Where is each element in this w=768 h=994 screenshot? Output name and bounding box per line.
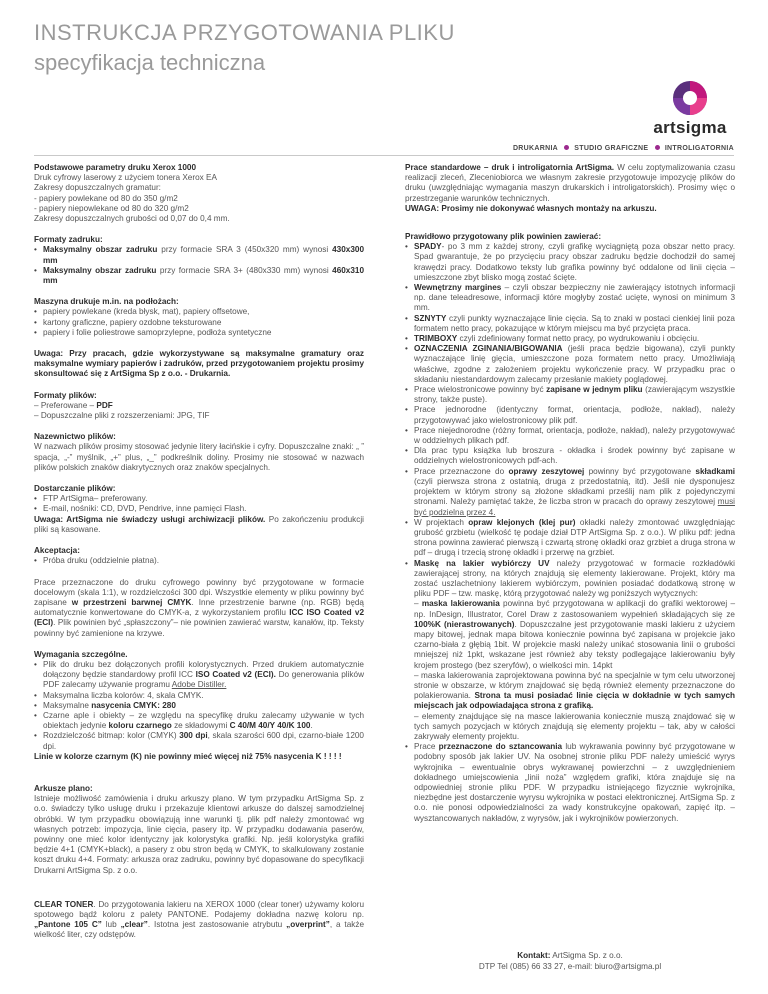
brand-tagline — [513, 145, 734, 152]
section-heading: Podstawowe parametry druku Xerox 1000 — [34, 163, 196, 172]
list-item: • W projektach opraw klejonych (klej pur) okładki należy zmontować uwzględniając grubość grzbietu (wielkość tę podaje dział DTP ArtSigma Sp. z o.o.). W pliku pdf: jedna strona powinna zawierać pierwszą i czwartą stronę okładki oraz grzbiet a druga strona w pdf – drugą i trzecią stronę okładki i przerwę na grzbiet. — [405, 518, 735, 559]
list-item: • Prace wielostronicowe powinny być zapisane w jednym pliku (zawierającym wszystkie strony, także puste). — [405, 385, 735, 405]
formats-section — [34, 235, 364, 286]
page-subtitle: specyfikacja techniczna — [34, 50, 266, 75]
artsigma-logo — [640, 78, 740, 140]
tagline-dot — [655, 145, 660, 150]
section-heading: Formaty plików: — [34, 390, 97, 400]
contact-footer — [405, 950, 735, 972]
param-line: - papiery powlekane od 80 do 350 g/m2 — [34, 193, 178, 203]
list-item: • Prace niejednorodne (różny format, orientacja, podłoże, nakład), należy przygotowywać w oddzielnych plikach pdf. — [405, 426, 735, 446]
list-item: • Maksymalna liczba kolorów: 4, skala CMYK. — [34, 691, 364, 701]
preferred-format: – Preferowane – PDF — [34, 400, 113, 410]
list-item: • Próba druku (oddzielnie płatna). — [34, 556, 364, 566]
section-heading: Akceptacja: — [34, 546, 80, 556]
list-item: • OZNACZENIA ZGINANIA/BIGOWANIA (jeśli praca będzie bigowana), czyli punkty wyznaczające linię gięcia, umieszczone poza formatem netto pracy. Umożliwiają właściwe, zgodne z założeniem projektu wykończenie pracy. W przypadku prac o składaniu niestandardowym zalecamy przesłanie makiety poglądowej. — [405, 344, 735, 385]
warning-text: Uwaga: Przy pracach, gdzie wykorzystywane są maksymalne gramatury oraz maksymalne wymiary papierów i zadruków, przed przygotowaniem projektu prosimy skonsultować się z ArtSigma Sp z o.o. - Drukarnia. — [34, 349, 364, 379]
page-title: INSTRUKCJA PRZYGOTOWANIA PLIKU — [34, 20, 455, 45]
prepress-section — [34, 578, 364, 639]
delivery-section — [34, 484, 364, 535]
warning-section — [34, 349, 364, 380]
mask-rule: – elementy znajdujące się na masce lakierowania koniecznie muszą znajdować się w tych samych pozycjach w których znajdują się elementy projektu – tak, aby w całości zakrywały elementy projektu. — [414, 711, 735, 741]
tagline-dot — [564, 145, 569, 150]
clear-toner-text: CLEAR TONER. Do przygotowania lakieru na XEROX 1000 (clear toner) używamy koloru spotowego bądź koloru z palety PANTONE. Podajemy dokładna nazwę koloru np. „Pantone 105 C” lub „clear”. Istotna jest zastosowanie atrybutu „overprint”, a także wielkość liter, czy odstępów. — [34, 899, 365, 940]
header-divider — [34, 155, 734, 156]
list-item: • Czarne aple i obiekty – ze względu na specyfikę druku zalecamy używanie w tych obiektach jedynie koloru czarnego ze składowymi C 40/M 40/Y 40/K 100. — [34, 711, 364, 731]
list-item: • kartony graficzne, papiery ozdobne teksturowane — [34, 318, 364, 328]
logo-mark-icon — [670, 78, 710, 116]
section-heading: Dostarczanie plików: — [34, 484, 116, 494]
section-heading: Nazewnictwo plików: — [34, 432, 116, 442]
param-line: Zakresy dopuszczalnych gramatur: — [34, 183, 161, 193]
accept-section — [34, 546, 364, 566]
mask-rule: – maska lakierowania powinna być przygotowana w aplikacji do grafiki wektorowej – np. InDesign, Illustrator, Corel Draw z zastosowaniem wypełnień składających się ze 100%K (nierastrowanych). Dopuszczalne jest przygotowanie maski lakieru z użyciem mapy bitowej, jednak mapa bitowa koniecznie powinna być zapisana w projekcie jako czarno-biała z głębią 1bit. W projekcie maski należy unikać stosowania linii o grubości mniejszej niż 1pkt, wskazane jest również aby teksty podlegające lakierowaniu były krojem prostego (bez szeryfów), o wielkości min. 14pkt — [414, 599, 735, 670]
file-rules-section — [405, 232, 735, 824]
mask-rule: – maska lakierowania zaprojektowana powinna być na specjalnie w tym celu utworzonej stronie w obszarze, w którym znajdować się będą również elementy przeznaczone do polakierowania. Strona ta musi posiadać linie cięcia w dokładnie w tych samych miejscach jak odpowiadająca strona z grafiką. — [414, 670, 736, 711]
intro-warning: UWAGA: Prosimy nie dokonywać własnych montaży na arkuszu. — [405, 203, 657, 213]
list-item: • SZNYTY czyli punkty wyznaczające linie cięcia. Są to znaki w postaci cienkiej linii poza formatem netto pracy, pokazujące w którym miejscu ma być przycięta praca. — [405, 314, 735, 334]
section-heading: Maszyna drukuje m.in. na podłożach: — [34, 297, 179, 307]
tagline-item: INTROLIGATORNIA — [664, 145, 734, 152]
list-item: • papiery powlekane (kreda błysk, mat), papiery offsetowe, — [34, 307, 364, 317]
requirements-section — [34, 650, 364, 762]
list-item: • Maksymalny obszar zadruku przy formacie SRA 3 (450x320 mm) wynosi 430x300 mm — [34, 245, 364, 265]
file-formats-section — [34, 391, 364, 422]
list-item: • E-mail, nośniki: CD, DVD, Pendrive, inne pamięci Flash. — [34, 504, 364, 514]
list-item: • SPADY- po 3 mm z każdej strony, czyli grafikę wyciągniętą poza obszar netto pracy. Spad gwarantuje, że po przycięciu pracy obszar zadruku będzie dochodził do samej krawędzi pracy. Dodatkowo teksty lub grafika powinny być oddalone od linii cięcia – umieszczone zbyt blisko mogą zostać ścięte. — [405, 242, 735, 283]
clear-toner-section — [34, 900, 364, 941]
section-heading: Wymagania szczególne. — [34, 649, 128, 659]
sheets-section — [34, 784, 364, 876]
list-item: • Rozdzielczość bitmap: kolor (CMYK) 300 dpi, skala szarości 600 dpi, czarno-białe 1200 dpi. — [34, 731, 364, 751]
list-item: • Prace przeznaczone do sztancowania lub wykrawania powinny być przygotowane w podobny sposób jak lakier UV. Na osobnej stronie pliku PDF należy umieścić wyrys wykrojnika – ewentualnie obrys wykrawanej powierzchni – z uwzględnieniem dokładnego umiejscowienia „linii noża” względem grafiki, która znajduje się na odpowiedniej stronie pliku PDF. W przypadku istniejącego fizycznie wykrojnika, niezbędne jest dostarczenie wyrysu wykrojnika w postaci elektronicznej. ArtSigma Sp. z o.o. nie ponosi odpowiedzialności za wady konstrukcyjne opakowań, zapięć itp. – wysztancowanych nakładów, z wyrysów, jak i wykrojników powierzonych. — [405, 742, 735, 824]
section-heading: Formaty zadruku: — [34, 235, 103, 245]
contact-line: Kontakt: ArtSigma Sp. z o.o. — [517, 951, 623, 960]
sheets-text: Istnieje możliwość zamówienia i druku arkuszy plano. W tym przypadku ArtSigma Sp. z o.o. świadczy tylko usługę druku i przekazuje klientowi arkusze do dalszej samodzielnej obróbki. W tym przypadku obowiązują inne warunki tj. plik pdf należy zmontować wg własnych potrzeb: impozycja, linie cięcia, pasery itp. W przypadku dodawania paserów, powinny one mieć kolor identyczny jak kolorystyka grafiki. Np. jeśli kolorystyka grafiki będzie 4+1 (CMYK+black), a pasery z obu stron będą w CMYK, to skalkulowany zostanie koszt druku 4+4. Formaty: arkusza oraz zadruku, powinny być dopasowane do specyfikacji Drukarni ArtSigma Sp. z o.o. — [34, 794, 364, 875]
section-heading: Prawidłowo przygotowany plik powinien zawierać: — [405, 232, 602, 242]
param-line: Druk cyfrowy laserowy z użyciem tonera Xerox EA — [34, 173, 217, 183]
list-item: • Prace jednorodne (identyczny format, orientacja, podłoże, nakład), należy przygotowywać jako wielostronicowy plik pdf. — [405, 405, 735, 425]
list-item: • FTP ArtSigma– preferowany. — [34, 494, 364, 504]
print-params-section — [34, 163, 364, 224]
section-heading: Arkusze plano: — [34, 783, 93, 793]
contact-details: DTP Tel (085) 66 33 27, e-mail: biuro@artsigma.pl — [478, 962, 662, 971]
param-line: Zakresy dopuszczalnych grubości od 0,07 do 0,4 mm. — [34, 214, 230, 224]
intro-text: Prace standardowe – druk i introligatornia ArtSigma. W celu zoptymalizowania czasu realizacji zleceń, Zleceniobiorca we własnym zakresie przygotowuje impozycję plików do druku (uwzględniając wymagania maszyn drukarskich i introligatorskich). Prosimy więc o przestrzeganie warunków technicznych. — [405, 163, 735, 203]
list-item: • Plik do druku bez dołączonych profili kolorystycznych. Przed drukiem automatycznie dołączony będzie standardowy profil ICC ISO Coated v2 (ECI). Do generowania plików PDF zalecamy używanie programu Adobe Distiller. — [34, 660, 364, 691]
list-item: • Maskę na lakier wybiórczy UV należy przygotować w formacie rozkładówki zawierającej strony, na których znajdują się elementy lakierowane. Projekt, który ma zostać uszlachetniony lakierem wybiórczym, powinien posiadać dodatkową stronę w pliku PDF – tzw. maskę, którą przygotować należy wg poniższych wytycznych: – maska lakierowania powinna być przygotowana w aplikacji do grafiki wektorowej – np. InDesign, Illustrator, Corel Draw z zastosowaniem wypełnień składających się ze 100%K (nierastrowanych). Dopuszczalne jest przygotowanie maski lakieru z użyciem mapy bitowej, jednak mapa bitowa koniecznie powinna być zapisana w projekcie jako czarno-biała z głębią 1bit. W projekcie maski należy unikać stosowania linii o grubości mniejszej niż 1pkt, wskazane jest również aby teksty podlegające lakierowaniu były krojem prostego (bez szeryfów), o wielkości min. 14pkt – maska lakierowania zaprojektowana powinna być na specjalnie w tym celu utworzonej stronie w obszarze, w którym znajdować się będą również elementy przeznaczone do polakierowania. Strona ta musi posiadać linie cięcia w dokładnie w tych samych miejscach jak odpowiadająca strona z grafiką. – elementy znajdujące się na masce lakierowania koniecznie muszą znajdować się w tych samych pozycjach w których znajdują się elementy projektu – tak, aby w całości zakrywały elementy projektu. — [405, 559, 735, 743]
list-item: • Prace przeznaczone do oprawy zeszytowej powinny być przygotowane składkami (czyli pierwsza strona z ostatnią, druga z przedostatnią, itd). Jeśli nie dysponujesz projektem w którym strony są złożone składkami prześlij nam plik z pojedynczymi stronami. Należy pamiętać także, że liczba stron w pracach do oprawy zeszytowej musi być podzielna przez 4. — [405, 467, 735, 518]
intro-section — [405, 163, 735, 214]
delivery-note: Uwaga: ArtSigma nie świadczy usługi archiwizacji plików. Po zakończeniu produkcji pliki są kasowane. — [34, 514, 365, 534]
accepted-formats: – Dopuszczalne pliki z rozszerzeniami: JPG, TIF — [34, 411, 210, 421]
left-column — [34, 163, 364, 952]
list-item: • TRIMBOXY czyli zdefiniowany format netto pracy, po wydrukowaniu i obcięciu. — [405, 334, 735, 344]
tagline-item: STUDIO GRAFICZNE — [574, 145, 649, 152]
param-line: - papiery niepowlekane od 80 do 320 g/m2 — [34, 203, 189, 213]
list-item: • Maksymalne nasycenia CMYK: 280 — [34, 701, 364, 711]
prepress-text: Prace przeznaczone do druku cyfrowego powinny być przygotowane w formacie docelowym (skala 1:1), w rozdzielczości 300 dpi. Wszystkie elementy w pliku powinny być zapisane w przestrzeni barwnej CMYK. Inne przestrzenie barwne (np. RGB) będą automatycznie konwertowane do CMYK-a, z wykorzystaniem profilu ICC ISO Coated v2 (ECI). Plik powinien być „spłaszczony”– nie powinien zawierać warstw, kanałów, itp. Teksty powinny być zamienione na krzywe. — [34, 577, 364, 638]
naming-text: W nazwach plików prosimy stosować jedynie litery łacińskie i cyfry. Dopuszczalne znaki: „ ” spacja, „-” myślnik, „+” plus, „_” podkreślnik doliny. Prosimy nie stosować w nazwach plików polskich znaków diakrytycznych oraz znaków specjalnych. — [34, 442, 364, 472]
substrates-section — [34, 297, 364, 338]
naming-section — [34, 432, 364, 473]
list-item: • Wewnętrzny margines – czyli obszar bezpieczny nie zawierający istotnych informacji np. dane teleadresowe, informacji które mogłyby zostać ucięte, wynosi on minimum 3 mm. — [405, 283, 735, 314]
list-item: • papiery i folie poliestrowe samoprzylepne, podłoża syntetyczne — [34, 328, 364, 338]
list-item: • Maksymalny obszar zadruku przy formacie SRA 3+ (480x330 mm) wynosi 460x310 mm — [34, 266, 364, 286]
black-lines-warning: Linie w kolorze czarnym (K) nie powinny mieć więcej niż 75% nasycenia K ! ! ! ! — [34, 751, 342, 761]
list-item: • Dla prac typu książka lub broszura - okładka i środek powinny być zapisane w oddzielnych wielostronicowych pdf-ach. — [405, 446, 735, 466]
right-column — [405, 163, 735, 835]
brand-name: artsigma — [653, 118, 727, 137]
tagline-item: DRUKARNIA — [512, 145, 558, 152]
